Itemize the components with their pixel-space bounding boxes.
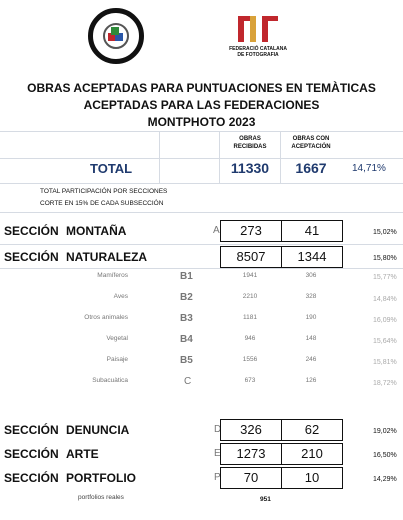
- section-name-portfolio: PORTFOLIO: [66, 471, 136, 485]
- total-label: TOTAL: [90, 161, 133, 176]
- pct-portfolio: 14,29%: [373, 476, 397, 483]
- title-line-2: ACEPTADAS PARA LAS FEDERACIONES: [83, 98, 320, 112]
- pct-naturaleza: 15,80%: [373, 255, 397, 262]
- section-label: SECCIÓN: [4, 423, 59, 437]
- note-line-2: CORTE EN 15% DE CADA SUBSECCIÓN: [40, 200, 164, 207]
- section-name-arte: ARTE: [66, 447, 99, 461]
- code-denuncia: D: [214, 424, 222, 435]
- federacio-logo-text: FEDERACIÓ CATALANA DE FOTOGRAFIA: [229, 46, 287, 58]
- title-line-3: MONTPHOTO 2023: [147, 115, 256, 129]
- note-line-1: TOTAL PARTICIPACIÓN POR SECCIONES: [40, 188, 168, 195]
- portfolios-reales-label: portfolios reales: [78, 494, 124, 501]
- portfolios-reales-value: 951: [260, 496, 271, 503]
- total-received: 11330: [230, 160, 270, 176]
- accepted-denuncia: 62: [281, 419, 343, 441]
- received-montana: 273: [220, 220, 282, 242]
- code-montana: A: [213, 225, 220, 236]
- pct-denuncia: 19,02%: [373, 428, 397, 435]
- accepted-naturaleza: 1344: [281, 246, 343, 268]
- section-label: SECCIÓN: [4, 471, 59, 485]
- accepted-portfolio: 10: [281, 467, 343, 489]
- camera-club-logo: [88, 8, 144, 64]
- section-name-montana: MONTAÑA: [66, 224, 127, 238]
- accepted-arte: 210: [281, 443, 343, 465]
- received-denuncia: 326: [220, 419, 282, 441]
- accepted-montana: 41: [281, 220, 343, 242]
- section-label: SECCIÓN: [4, 224, 59, 238]
- pct-arte: 16,50%: [373, 452, 397, 459]
- total-pct: 14,71%: [352, 163, 386, 174]
- section-name-naturaleza: NATURALEZA: [66, 250, 148, 264]
- received-naturaleza: 8507: [220, 246, 282, 268]
- title-line-1: OBRAS ACEPTADAS PARA PUNTUACIONES EN TEMÀTICAS: [27, 81, 376, 95]
- federacio-catalana-logo: [229, 12, 287, 64]
- total-accepted: 1667: [295, 160, 327, 176]
- code-arte: E: [214, 448, 221, 459]
- code-portfolio: P: [214, 472, 221, 483]
- pct-montana: 15,02%: [373, 229, 397, 236]
- received-arte: 1273: [220, 443, 282, 465]
- received-header: OBRAS RECIBIDAS: [233, 136, 267, 150]
- section-label: SECCIÓN: [4, 250, 59, 264]
- section-name-denuncia: DENUNCIA: [66, 423, 130, 437]
- received-portfolio: 70: [220, 467, 282, 489]
- section-label: SECCIÓN: [4, 447, 59, 461]
- accepted-header: OBRAS CON ACEPTACIÓN: [291, 136, 331, 150]
